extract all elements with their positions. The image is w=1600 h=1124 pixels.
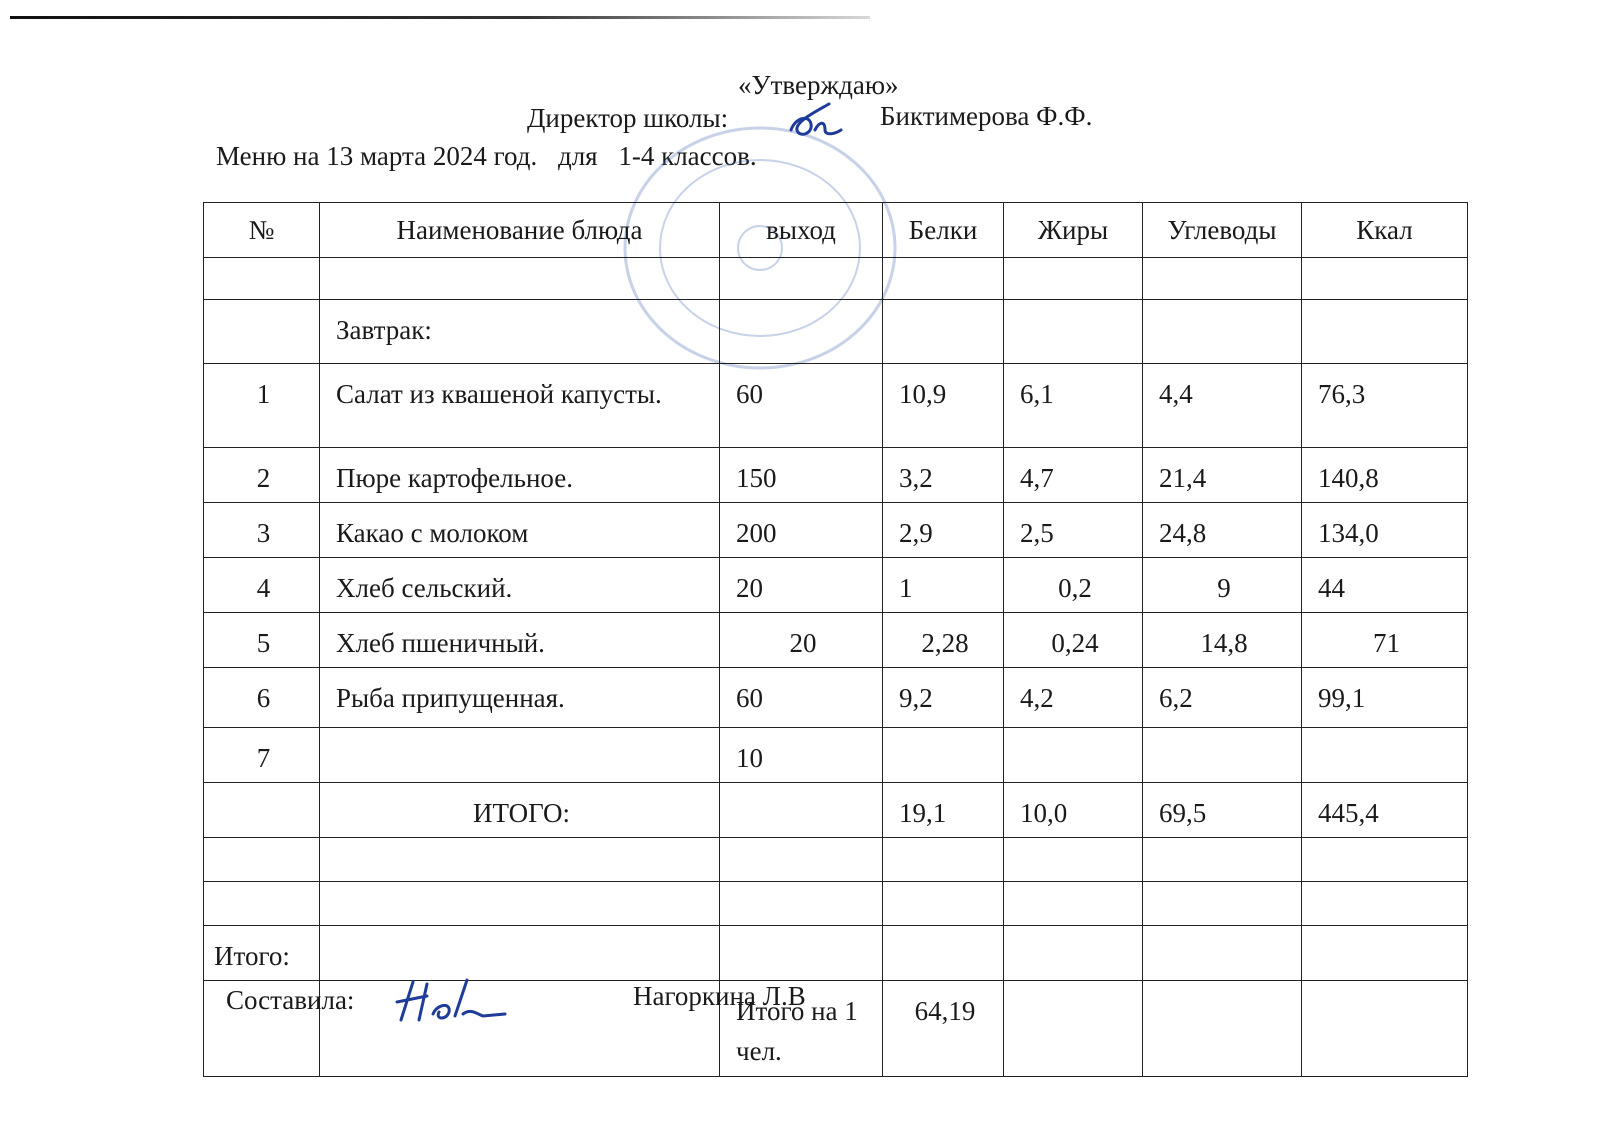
- dish-fat: [1004, 728, 1143, 783]
- grand-total-label: Итого:: [204, 926, 320, 981]
- dish-output: 150: [720, 448, 883, 503]
- dish-kcal: 140,8: [1302, 448, 1468, 503]
- menu-classes: 1-4 классов.: [618, 141, 757, 171]
- dish-name: Салат из квашеной капусты.: [320, 364, 720, 448]
- dish-protein: 1: [883, 558, 1004, 613]
- col-header-kcal: Ккал: [1302, 203, 1468, 258]
- dish-carbs: 4,4: [1143, 364, 1302, 448]
- col-header-carbs: Углеводы: [1143, 203, 1302, 258]
- dish-fat: 0,24: [1004, 613, 1143, 668]
- table-row: [204, 668, 1468, 728]
- total-protein: 19,1: [883, 783, 1004, 838]
- compiler-signature: [393, 974, 513, 1026]
- dish-protein: 9,2: [883, 668, 1004, 728]
- table-row: [204, 448, 1468, 503]
- dish-name: Хлеб пшеничный.: [320, 613, 720, 668]
- row-number: 7: [204, 728, 320, 783]
- total-label: ИТОГО:: [320, 783, 720, 838]
- dish-kcal: 76,3: [1302, 364, 1468, 448]
- menu-table: [203, 202, 1468, 1077]
- section-title-breakfast: Завтрак:: [320, 300, 720, 364]
- total-carbs: 69,5: [1143, 783, 1302, 838]
- menu-date: Меню на 13 марта 2024 год.: [216, 141, 538, 171]
- dish-carbs: 24,8: [1143, 503, 1302, 558]
- dish-kcal: 134,0: [1302, 503, 1468, 558]
- dish-kcal: 71: [1302, 613, 1468, 668]
- col-header-fat: Жиры: [1004, 203, 1143, 258]
- dish-carbs: [1143, 728, 1302, 783]
- dish-name: [320, 728, 720, 783]
- row-number: 3: [204, 503, 320, 558]
- dish-name: Рыба припущенная.: [320, 668, 720, 728]
- table-row: [204, 558, 1468, 613]
- empty-row: [204, 882, 1468, 926]
- dish-fat: 4,2: [1004, 668, 1143, 728]
- col-header-protein: Белки: [883, 203, 1004, 258]
- compiler-name: Нагоркина Л.В: [633, 981, 806, 1011]
- dish-carbs: 9: [1143, 558, 1302, 613]
- dish-fat: 4,7: [1004, 448, 1143, 503]
- dish-name: Хлеб сельский.: [320, 558, 720, 613]
- total-row: [204, 783, 1468, 838]
- per-person-value: 64,19: [883, 981, 1004, 1077]
- section-row: [204, 300, 1468, 364]
- dish-fat: 6,1: [1004, 364, 1143, 448]
- menu-for: для: [557, 141, 598, 171]
- row-number: 6: [204, 668, 320, 728]
- dish-protein: 2,9: [883, 503, 1004, 558]
- dish-output: 10: [720, 728, 883, 783]
- dish-carbs: 21,4: [1143, 448, 1302, 503]
- col-header-dish-name: Наименование блюда: [320, 203, 720, 258]
- table-row: [204, 613, 1468, 668]
- total-kcal: 445,4: [1302, 783, 1468, 838]
- dish-output: 20: [720, 558, 883, 613]
- row-number: 4: [204, 558, 320, 613]
- row-number: 5: [204, 613, 320, 668]
- empty-row: [204, 258, 1468, 300]
- approval-heading: «Утверждаю»: [738, 70, 899, 100]
- row-number: 1: [204, 364, 320, 448]
- per-person-label: Итого на 1 чел.: [720, 981, 883, 1077]
- col-header-number: №: [204, 203, 320, 258]
- table-header-row: [204, 203, 1468, 258]
- dish-name: Пюре картофельное.: [320, 448, 720, 503]
- dish-output: 200: [720, 503, 883, 558]
- dish-protein: 3,2: [883, 448, 1004, 503]
- dish-protein: [883, 728, 1004, 783]
- dish-protein: 2,28: [883, 613, 1004, 668]
- director-signature: [785, 100, 845, 144]
- dish-kcal: 99,1: [1302, 668, 1468, 728]
- dish-kcal: [1302, 728, 1468, 783]
- director-name: Биктимерова Ф.Ф.: [880, 101, 1093, 131]
- dish-carbs: 14,8: [1143, 613, 1302, 668]
- dish-name: Какао с молоком: [320, 503, 720, 558]
- dish-fat: 0,2: [1004, 558, 1143, 613]
- total-fat: 10,0: [1004, 783, 1143, 838]
- director-label: Директор школы:: [527, 103, 729, 133]
- row-number: 2: [204, 448, 320, 503]
- table-row: [204, 728, 1468, 783]
- dish-output: 60: [720, 364, 883, 448]
- dish-output: 20: [720, 613, 883, 668]
- table-row: [204, 503, 1468, 558]
- dish-carbs: 6,2: [1143, 668, 1302, 728]
- dish-fat: 2,5: [1004, 503, 1143, 558]
- empty-row: [204, 838, 1468, 882]
- dish-kcal: 44: [1302, 558, 1468, 613]
- compiled-by-label: Составила:: [226, 985, 355, 1015]
- grand-total-row: [204, 926, 1468, 981]
- dish-protein: 10,9: [883, 364, 1004, 448]
- table-row: [204, 364, 1468, 448]
- scan-edge: [10, 16, 870, 19]
- col-header-output: выход: [720, 203, 883, 258]
- dish-output: 60: [720, 668, 883, 728]
